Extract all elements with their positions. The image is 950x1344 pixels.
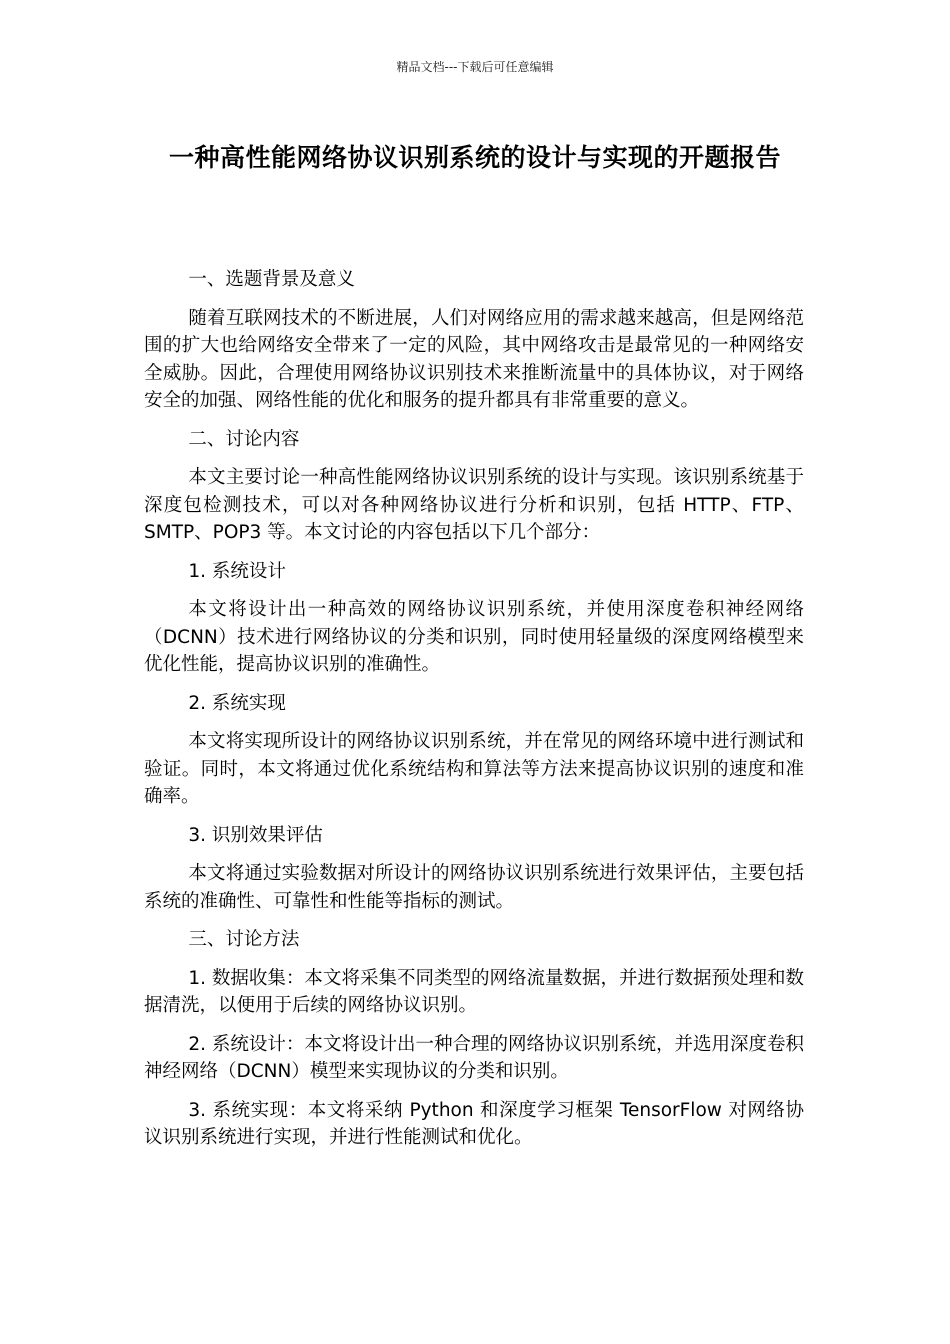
document-title: 一种高性能网络协议识别系统的设计与实现的开题报告 bbox=[168, 143, 781, 172]
subsection-heading: 1. 系统设计 bbox=[188, 560, 286, 582]
page-header: 精品文档---下载后可任意编辑 bbox=[396, 60, 554, 74]
document-body bbox=[144, 266, 804, 1163]
section-heading: 二、讨论内容 bbox=[188, 428, 300, 450]
subsection-heading: 2. 系统实现 bbox=[188, 692, 286, 714]
section-heading: 一、选题背景及意义 bbox=[188, 269, 355, 290]
paragraph: 3. 系统实现：本文将采纳 Python 和深度学习框架 TensorFlow 对网络协议识别系统进行实现，并进行性能测试和优化。 bbox=[144, 1099, 804, 1148]
section-heading: 三、讨论方法 bbox=[188, 929, 300, 950]
paragraph: 1. 数据收集：本文将采集不同类型的网络流量数据，并进行数据预处理和数据清洗，以便用于后续的网络协议识别。 bbox=[144, 967, 804, 1016]
paragraph: 本文将实现所设计的网络协议识别系统，并在常见的网络环境中进行测试和验证。同时，本文将通过优化系统结构和算法等方法来提高协议识别的速度和准确率。 bbox=[144, 731, 804, 807]
paragraph: 本文将设计出一种高效的网络协议识别系统，并使用深度卷积神经网络（DCNN）技术进行网络协议的分类和识别，同时使用轻量级的深度网络模型来优化性能，提高协议识别的准确性。 bbox=[144, 599, 804, 675]
paragraph: 随着互联网技术的不断进展，人们对网络应用的需求越来越高，但是网络范围的扩大也给网络安全带来了一定的风险，其中网络攻击是最常见的一种网络安全威胁。因此，合理使用网络协议识别技术来推断流量中的具体协议，对于网络安全的加强、网络性能的优化和服务的提升都具有非常重要的意义。 bbox=[144, 307, 804, 411]
paragraph: 2. 系统设计：本文将设计出一种合理的网络协议识别系统，并选用深度卷积神经网络（DCNN）模型来实现协议的分类和识别。 bbox=[144, 1033, 804, 1082]
paragraph: 本文将通过实验数据对所设计的网络协议识别系统进行效果评估，主要包括系统的准确性、可靠性和性能等指标的测试。 bbox=[144, 863, 804, 912]
paragraph: 本文主要讨论一种高性能网络协议识别系统的设计与实现。该识别系统基于深度包检测技术，可以对各种网络协议进行分析和识别，包括 HTTP、FTP、SMTP、POP3 等。本文讨论的内容包括以下几个部分： bbox=[144, 467, 804, 543]
subsection-heading: 3. 识别效果评估 bbox=[188, 824, 323, 846]
